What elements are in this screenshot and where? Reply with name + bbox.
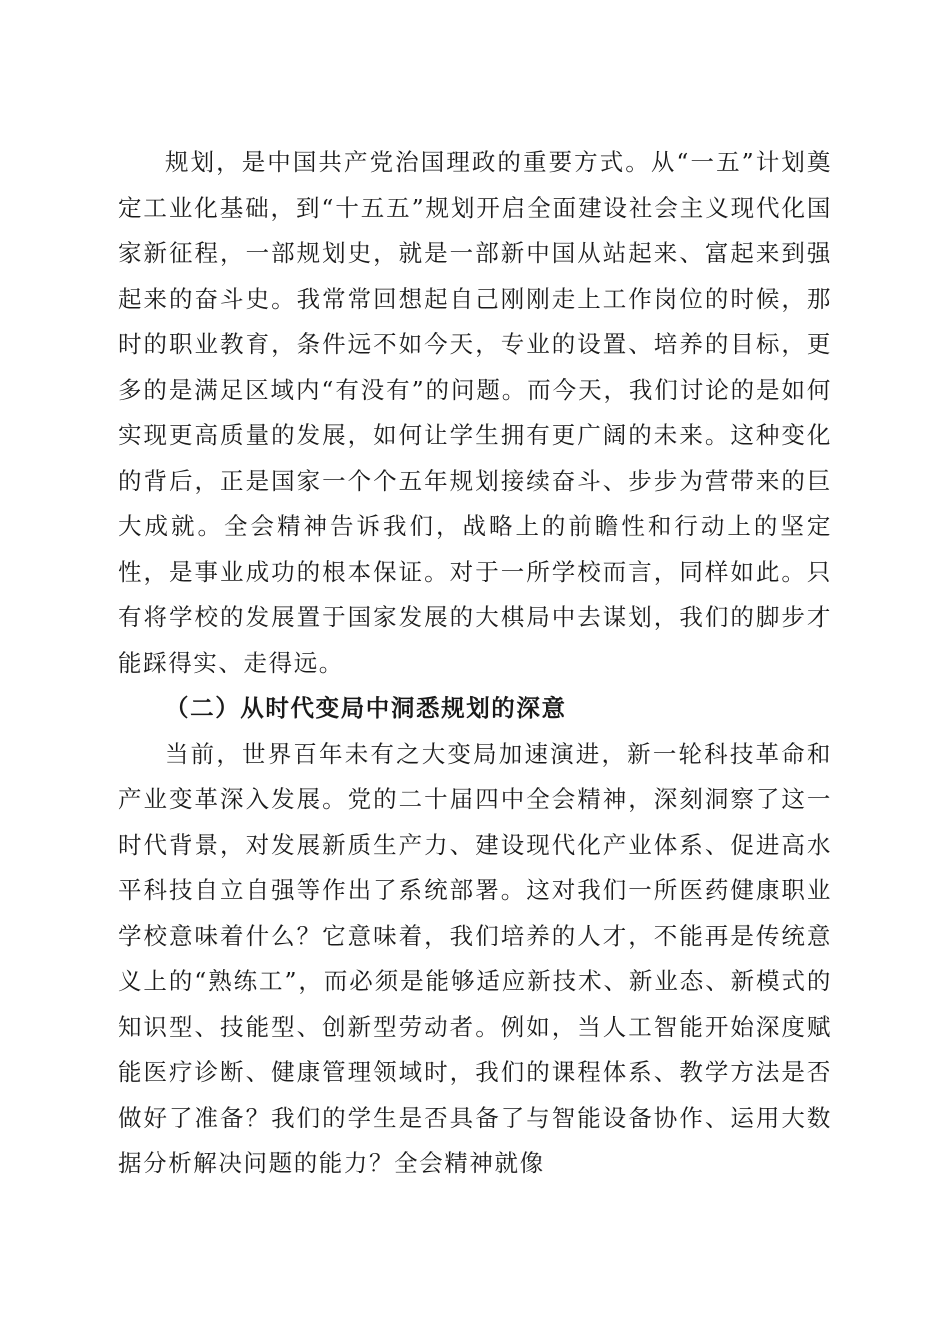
paragraph-era-change: 当前，世界百年未有之大变局加速演进，新一轮科技革命和产业变革深入发展。党的二十届四中全会精神，深刻洞察了这一时代背景，对发展新质生产力、建设现代化产业体系、促进高水平科技自立自强等作出了系统部署。这对我们一所医药健康职业学校意味着什么？它意味着，我们培养的人才，不能再是传统意义上的“熟练工”，而必须是能够适应新技术、新业态、新模式的知识型、技能型、创新型劳动者。例如，当人工智能开始深度赋能医疗诊断、健康管理领域时，我们的课程体系、教学方法是否做好了准备？我们的学生是否具备了与智能设备协作、运用大数据分析解决问题的能力？全会精神就像 (118, 739, 832, 1177)
paragraph-planning-history: 规划，是中国共产党治国理政的重要方式。从“一五”计划奠定工业化基础，到“十五五”规划开启全面建设社会主义现代化国家新征程，一部规划史，就是一部新中国从站起来、富起来到强起来的奋斗史。我常常回想起自己刚刚走上工作岗位的时候，那时的职业教育，条件远不如今天，专业的设置、培养的目标，更多的是满足区域内“有没有”的问题。而今天，我们讨论的是如何实现更高质量的发展，如何让学生拥有更广阔的未来。这种变化的背后，正是国家一个个五年规划接续奋斗、步步为营带来的巨大成就。全会精神告诉我们，战略上的前瞻性和行动上的坚定性，是事业成功的根本保证。对于一所学校而言，同样如此。只有将学校的发展置于国家发展的大棋局中去谋划，我们的脚步才能踩得实、走得远。 (118, 148, 832, 677)
section-heading: （二）从时代变局中洞悉规划的深意 (165, 694, 567, 722)
document-body (118, 140, 832, 1187)
